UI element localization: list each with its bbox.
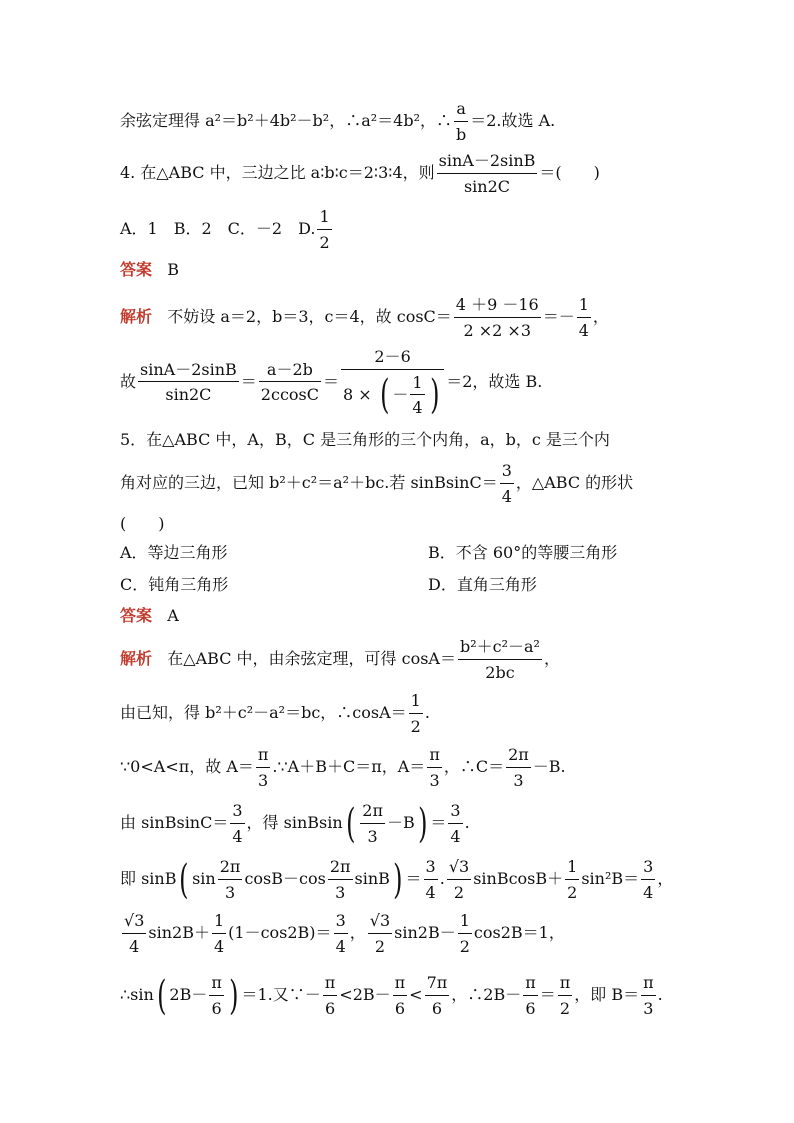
text: ＝( ) [539,163,600,183]
text: － [392,384,409,404]
analysis-label: 解析 [120,307,153,327]
right-paren: ) [429,372,440,419]
fraction [577,296,591,339]
fraction [447,858,471,901]
numerator: √3 [447,858,471,880]
question-5-option-d [428,577,537,593]
text: D．直角三角形 [428,575,537,594]
numerator: π [641,974,656,996]
numerator: 1 [577,296,591,318]
denominator: 2 [453,882,465,902]
text: 角对应的三边，已知 b²＋c²＝a²＋bc.若 sinBsinC＝ [120,473,498,493]
text: ，即 B＝ [574,985,640,1005]
text: . [439,869,445,889]
numerator: 3 [334,912,348,934]
analysis-line [120,974,663,1017]
text: ， [592,307,609,327]
denominator: 4 [501,486,512,506]
denominator: 2 [410,716,421,736]
denominator: 3 [429,770,440,790]
fraction [558,974,573,1017]
fraction [424,858,438,901]
denominator: 6 [394,998,405,1018]
text: 2B－ [169,985,208,1005]
numerator: √3 [368,912,392,934]
denominator: b [455,124,467,144]
numerator: 3 [500,462,514,484]
fraction [458,638,542,681]
denominator: 3 [367,826,378,846]
text: C．钝角三角形 [120,575,229,594]
denominator [341,370,444,417]
numerator: √3 [122,912,146,934]
denominator: 3 [258,770,269,790]
denominator: 2 ×2 ×3 [463,320,532,340]
analysis-line [120,912,565,955]
answer-value: B [167,260,180,279]
numerator: 3 [230,802,244,824]
denominator: 2 [567,882,578,902]
fraction [393,974,408,1017]
fraction [506,746,531,789]
numerator: 3 [641,858,655,880]
text: sin2B＋ [148,923,210,943]
numerator: 1 [317,208,331,230]
answer-label: 答案 [120,260,153,279]
question-4 [120,152,600,195]
fraction [122,912,146,955]
analysis-line [120,746,566,789]
numerator: b²＋c²－a² [458,638,542,660]
denominator: 2 [459,936,470,956]
numerator: π [427,746,442,768]
fraction [410,374,424,417]
answer-label: 答案 [120,606,153,625]
text: . [464,813,470,833]
denominator: 4 [578,320,589,340]
text: ，∴C＝ [443,757,505,777]
fraction [565,858,579,901]
fraction [641,858,655,901]
text: －B. [532,757,566,777]
denominator: 4 [335,936,346,956]
denominator: 4 [129,936,140,956]
fraction [328,858,353,901]
numerator: a－2b [259,361,321,383]
fraction [409,692,423,735]
text: sinBcosB＋ [473,869,564,889]
fraction [458,912,472,955]
text: ＝2.故选 A. [470,111,556,131]
right-paren: ) [229,972,239,1019]
fraction [323,974,338,1017]
numerator: 7π [425,974,450,996]
text: A．等边三角形 [120,543,228,562]
answer-line [120,262,179,278]
left-paren: ( [379,372,390,419]
fraction [425,974,450,1017]
denominator: 3 [513,770,524,790]
denominator: 2bc [485,662,515,682]
question-5-option-b [428,545,617,561]
text-line [120,100,555,143]
text: (1－cos2B)＝ [228,923,332,943]
text: < [409,985,423,1005]
fraction [448,802,462,845]
denominator: 6 [525,998,536,1018]
denominator: 2 [319,232,330,252]
numerator: 4 ＋9 －16 [454,296,541,318]
denominator: 6 [211,998,222,1018]
text: <2B－ [339,985,391,1005]
analysis-label: 解析 [120,649,153,669]
text: ＝ [430,813,447,833]
text: B．不含 60°的等腰三角形 [428,543,618,562]
text: ＝ [539,985,556,1005]
answer-line [120,608,179,624]
denominator: 4 [643,882,654,902]
text: ＝ [322,371,339,391]
text: ，△ABC 的形状 [515,473,634,493]
left-paren: ( [179,856,189,903]
numerator: 2π [218,858,243,880]
text: ，得 sinBsin [246,813,343,833]
numerator: sinA－2sinB [437,152,538,174]
denominator: 3 [335,882,346,902]
fraction [341,348,444,417]
denominator: sin2C [165,385,212,405]
text: ＝－ [542,307,575,327]
text: 由已知，得 b²＋c²－a²＝bc，∴cosA＝ [120,703,407,723]
analysis-line [120,296,609,339]
analysis-line [120,348,542,417]
numerator: π [558,974,573,996]
text: ＝1.又∵－ [241,985,321,1005]
fraction [230,802,244,845]
denominator: sin2C [463,176,511,196]
numerator: 1 [565,858,579,880]
denominator: 4 [412,398,423,418]
denominator: 3 [224,882,236,902]
analysis-line [120,692,430,735]
fraction [209,974,224,1017]
numerator: 1 [409,692,423,714]
fraction [317,208,331,251]
numerator: 1 [212,912,226,934]
numerator: π [393,974,408,996]
numerator: π [323,974,338,996]
text: 不妨设 a＝2，b＝3，c＝4，故 cosC＝ [167,307,452,327]
fraction [368,912,392,955]
text: ＝ [240,371,257,391]
text: cosB－cos [244,869,326,889]
left-paren: ( [156,972,167,1019]
question-5-option-a [120,545,228,561]
text: . [424,703,430,723]
text: ＝2，故选 B. [446,371,543,391]
text: ， [349,923,366,943]
text: sin²B＝ [581,869,640,889]
text: ( ) [120,514,165,533]
question-5 [120,462,633,505]
question-5-option-c [120,577,228,593]
denominator: 2ccosC [260,385,319,405]
denominator: 2 [559,998,571,1018]
fraction [454,100,468,143]
text: 故 [120,371,137,391]
text: A．1 B．2 C．－2 D. [120,219,316,239]
text: 5．在△ABC 中，A，B，C 是三角形的三个内角，a，b，c 是三个内 [120,430,610,449]
fraction [138,361,239,404]
denominator: 3 [643,998,654,1018]
fraction [334,912,348,955]
text: ∵0<A<π，故 A＝ [120,757,254,777]
text: sin2B－ [394,923,456,943]
fraction [437,152,538,195]
right-paren: ) [393,856,403,903]
right-paren: ) [417,800,428,847]
fraction [259,361,321,404]
text: .∵A＋B＋C＝π，A＝ [272,757,426,777]
text: 余弦定理得 a²＝b²＋4b²－b²，∴a²＝4b²，∴ [120,111,452,131]
denominator: 6 [324,998,336,1018]
text: ∴sin [120,985,154,1005]
denominator: 4 [232,826,243,846]
text: 由 sinBsinC＝ [120,813,229,833]
analysis-line [120,858,673,901]
numerator: 3 [448,802,462,824]
fraction [212,912,226,955]
text: ，∴2B－ [451,985,522,1005]
text: 在△ABC 中，由余弦定理，可得 cosA＝ [167,649,456,669]
denominator: 6 [431,998,443,1018]
question-5 [120,516,165,532]
analysis-line [120,802,470,845]
denominator: 4 [425,882,436,902]
text: cos2B＝1， [473,923,565,943]
numerator: 2π [328,858,353,880]
numerator: 1 [458,912,472,934]
fraction [427,746,442,789]
numerator: 2－6 [341,348,444,370]
fraction [500,462,514,505]
fraction [454,296,541,339]
numerator: 1 [410,374,424,396]
left-paren: ( [345,800,356,847]
text: 即 sinB [120,869,177,889]
text: 8 × [343,384,372,404]
fraction [218,858,243,901]
numerator: a [454,100,468,122]
numerator: π [209,974,224,996]
numerator: 3 [424,858,438,880]
text: 4. 在△ABC 中，三边之比 a∶b∶c＝2∶3∶4，则 [120,163,435,183]
numerator: π [523,974,538,996]
text: ， [657,869,674,889]
fraction [256,746,271,789]
question-4-options [120,208,334,251]
text: ＝ [405,869,422,889]
text: －B [386,813,415,833]
analysis-line [120,638,560,681]
denominator: 4 [450,826,461,846]
denominator: 4 [213,936,225,956]
text: ， [543,649,560,669]
fraction [641,974,656,1017]
fraction [360,802,385,845]
text: sinB [354,869,390,889]
numerator: 2π [506,746,531,768]
text: sin [192,869,216,889]
text: . [657,985,663,1005]
numerator: 2π [360,802,385,824]
denominator: 2 [374,936,386,956]
question-5 [120,432,610,448]
answer-value: A [167,606,179,625]
fraction [523,974,538,1017]
numerator: sinA－2sinB [138,361,239,383]
numerator: π [256,746,271,768]
